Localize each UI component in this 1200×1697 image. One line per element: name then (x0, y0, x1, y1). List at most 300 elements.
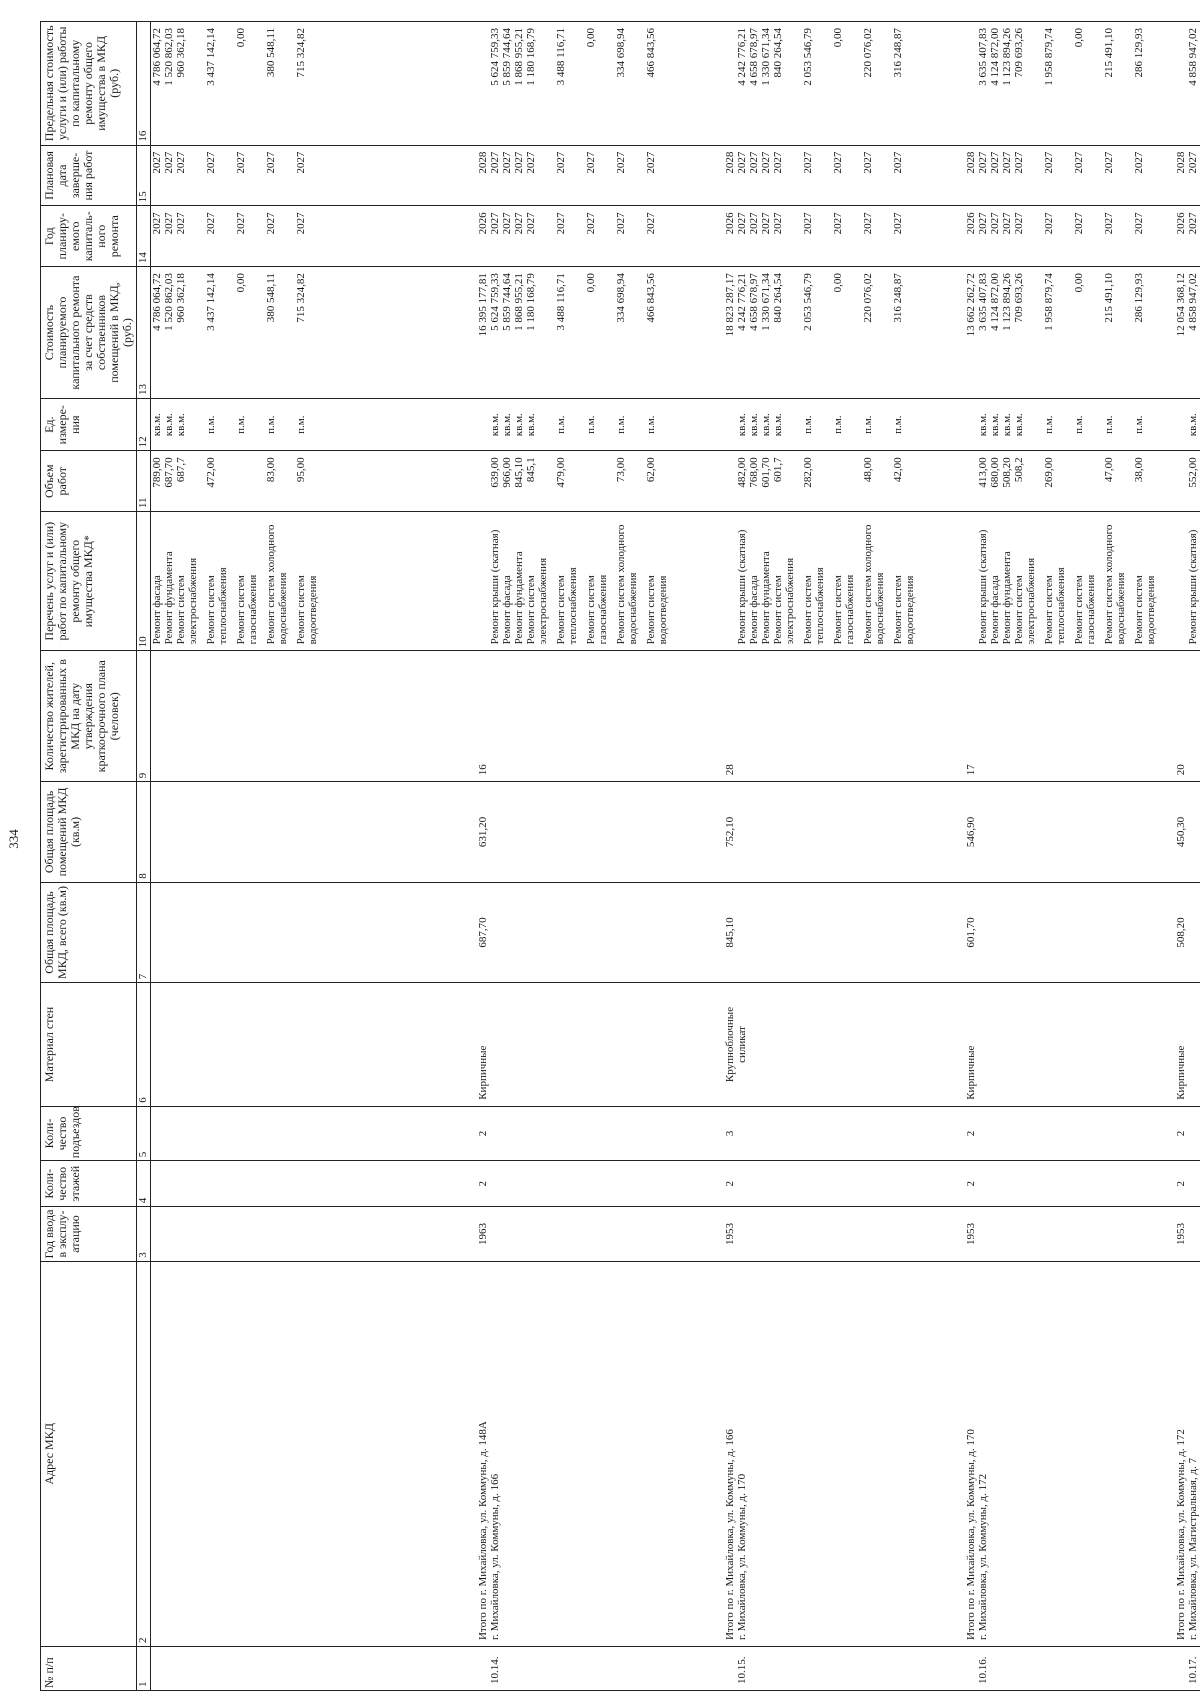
work-cost: 3 437 142,14 (205, 273, 217, 331)
column-number: 1 (137, 1647, 151, 1691)
header-cell: Общая площадь МКД, всего (кв.м) (41, 882, 137, 983)
work-item: Ремонт систем газоснабжения (832, 574, 856, 645)
year-built: 1953 (1175, 1223, 1187, 1245)
wall-material: Кирпичные (477, 1045, 489, 1100)
column-number: 9 (137, 651, 151, 782)
work-unit: п.м. (235, 415, 247, 434)
work-cost: 1 958 879,74 (1043, 273, 1055, 331)
work-limit: 286 129,93 (1133, 28, 1145, 78)
work-unit: кв.м. (736, 413, 748, 437)
work-limit: 1 958 879,74 (1043, 28, 1055, 86)
total-date: 2028 (724, 151, 736, 174)
work-date: 2027 (736, 151, 748, 174)
work-unit: п.м. (862, 415, 874, 434)
work-date: 2027 (175, 151, 187, 174)
work-limit: 0,00 (235, 28, 247, 48)
total-cost: 13 662 262,72 (965, 273, 977, 337)
work-volume: 639,00 (489, 457, 501, 488)
work-limit: 316 248,87 (892, 28, 904, 78)
work-limit: 215 491,10 (1103, 28, 1115, 78)
total-date: 2028 (1175, 151, 1187, 174)
work-unit: п.м. (295, 415, 307, 434)
area-total: 687,70 (477, 917, 489, 948)
header-cell: Плановая дата заверше-ния работ (41, 145, 137, 206)
work-item: Ремонт систем газоснабжения (585, 574, 609, 645)
work-item: Ремонт систем электроснабжения (175, 557, 199, 645)
work-date: 2027 (205, 151, 217, 174)
work-limit: 3 635 407,83 (977, 28, 989, 86)
work-date: 2027 (802, 151, 814, 174)
work-unit: кв.м. (760, 413, 772, 437)
work-limit: 4 124 872,00 (989, 28, 1001, 86)
work-year: 2027 (832, 212, 844, 235)
work-date: 2027 (525, 151, 537, 174)
work-item: Ремонт систем холодного водоснабжения (615, 524, 639, 645)
work-year: 2027 (525, 212, 537, 235)
work-unit: кв.м. (163, 413, 175, 437)
work-item: Ремонт систем теплоснабжения (205, 567, 229, 645)
work-limit: 220 076,02 (862, 28, 874, 78)
work-volume: 479,00 (555, 457, 567, 488)
work-cost: 1 123 894,26 (1001, 273, 1013, 331)
header-cell: Предельная стоимость услуги и (или) работы по капитальному ремонту общего имущества в МКД (руб.) (41, 22, 137, 146)
work-year: 2027 (163, 212, 175, 235)
work-cost: 4 786 064,72 (151, 273, 163, 331)
work-limit: 3 437 142,14 (205, 28, 217, 86)
total-cost: 12 054 368,12 (1175, 273, 1187, 337)
work-cost: 0,00 (235, 273, 247, 293)
work-limit: 4 658 678,97 (748, 28, 760, 86)
work-unit: п.м. (1043, 415, 1055, 434)
work-cost: 316 248,87 (892, 273, 904, 323)
row-number: 10.17. (1187, 1656, 1199, 1684)
work-item: Ремонт крыши (скатная) (489, 529, 501, 645)
work-date: 2027 (489, 151, 501, 174)
year-column (151, 209, 1200, 263)
work-cost: 0,00 (585, 273, 597, 293)
work-item: Ремонт фасада (151, 575, 163, 645)
work-date: 2027 (555, 151, 567, 174)
work-item: Ремонт фасада (748, 575, 760, 645)
floors: 2 (965, 1181, 977, 1187)
work-year: 2027 (760, 212, 772, 235)
work-cost: 220 076,02 (862, 273, 874, 323)
work-year: 2027 (489, 212, 501, 235)
work-year: 2027 (555, 212, 567, 235)
work-year: 2027 (892, 212, 904, 235)
entrances: 2 (1175, 1130, 1187, 1137)
column-number: 10 (137, 512, 151, 651)
work-year: 2027 (1013, 212, 1025, 235)
work-cost: 1 868 955,21 (513, 273, 525, 331)
work-volume: 413,00 (977, 457, 989, 488)
work-unit: п.м. (892, 415, 904, 434)
work-date: 2027 (1013, 151, 1025, 174)
floors: 2 (724, 1181, 736, 1187)
residents-count: 28 (724, 764, 736, 776)
work-limit: 3 488 116,71 (555, 28, 567, 86)
work-volume: 472,00 (205, 457, 217, 488)
total-label: Итого по г. Михайловка, ул. Коммуны, д. 170 (965, 1429, 977, 1641)
work-unit: п.м. (205, 415, 217, 434)
unit-column (151, 402, 1200, 447)
header-cell: Ед. измере-ния (41, 399, 137, 451)
work-unit: п.м. (265, 415, 277, 434)
works-column (151, 515, 1200, 647)
work-volume: 552,00 (1187, 457, 1199, 488)
floors: 2 (1175, 1181, 1187, 1187)
column-number-row (137, 22, 151, 1691)
work-year: 2027 (862, 212, 874, 235)
work-item: Ремонт систем теплоснабжения (802, 567, 826, 645)
header-cell: Количество жителей, зарегистрированных в МКД на дату утверждения краткосрочного плана (человек) (41, 651, 137, 782)
work-date: 2027 (615, 151, 627, 174)
work-date: 2027 (163, 151, 175, 174)
work-volume: 601,70 (760, 457, 772, 488)
column-number: 5 (137, 1106, 151, 1160)
column-number: 15 (137, 145, 151, 206)
area-total: 845,10 (724, 917, 736, 948)
work-date: 2027 (760, 151, 772, 174)
work-date: 2027 (1073, 151, 1085, 174)
work-cost: 3 635 407,83 (977, 273, 989, 331)
work-limit: 1 123 894,26 (1001, 28, 1013, 86)
area-rooms: 450,30 (1175, 816, 1187, 848)
column-number: 4 (137, 1161, 151, 1207)
work-item: Ремонт систем электроснабжения (525, 557, 549, 645)
work-cost: 960 362,18 (175, 273, 187, 323)
work-limit: 1 180 168,79 (525, 28, 537, 86)
work-volume: 845,10 (513, 457, 525, 488)
row-number: 10.15. (736, 1656, 748, 1684)
header-cell: Коли-чество этажей (41, 1161, 137, 1207)
work-year: 2027 (748, 212, 760, 235)
column-number: 11 (137, 451, 151, 512)
work-year: 2027 (1103, 212, 1115, 235)
work-date: 2027 (585, 151, 597, 174)
work-limit: 1 868 955,21 (513, 28, 525, 86)
work-unit: п.м. (1133, 415, 1145, 434)
work-item: Ремонт крыши (скатная) (977, 529, 989, 645)
column-number: 12 (137, 399, 151, 451)
row-number: 10.16. (977, 1656, 989, 1684)
work-volume: 269,00 (1043, 457, 1055, 488)
work-item: Ремонт систем холодного водоснабжения (265, 524, 289, 645)
total-year: 2026 (724, 212, 736, 235)
work-unit: кв.м. (501, 413, 513, 437)
residents-count: 20 (1175, 764, 1187, 776)
work-unit: кв.м. (748, 413, 760, 437)
work-volume: 48,00 (862, 457, 874, 483)
work-cost: 2 053 546,79 (802, 273, 814, 331)
column-number: 6 (137, 983, 151, 1107)
date-column (151, 149, 1200, 203)
work-cost: 0,00 (1073, 273, 1085, 293)
work-volume: 508,20 (1001, 457, 1013, 488)
work-volume: 768,00 (748, 457, 760, 488)
address: г. Михайловка, ул. Коммуны, д. 166 (489, 1473, 501, 1641)
work-year: 2027 (615, 212, 627, 235)
work-date: 2027 (1043, 151, 1055, 174)
work-date: 2027 (862, 151, 874, 174)
work-limit: 5 859 744,64 (501, 28, 513, 86)
work-date: 2027 (772, 151, 784, 174)
work-item: Ремонт систем водоотведения (1133, 575, 1157, 645)
work-volume: 845,1 (525, 457, 537, 483)
work-date: 2027 (1133, 151, 1145, 174)
work-item: Ремонт фундамента (760, 551, 772, 645)
work-cost: 0,00 (832, 273, 844, 293)
work-date: 2027 (1103, 151, 1115, 174)
work-date: 2027 (501, 151, 513, 174)
work-cost: 4 858 947,02 (1187, 273, 1199, 331)
work-year: 2027 (977, 212, 989, 235)
area-total: 601,70 (965, 917, 977, 948)
floors: 2 (477, 1181, 489, 1187)
work-date: 2027 (151, 151, 163, 174)
column-number: 13 (137, 267, 151, 399)
header-cell: Перечень услуг и (или) работ по капитальному ремонту общего имущества МКД* (41, 512, 137, 651)
work-volume: 601,7 (772, 457, 784, 483)
work-limit: 5 624 759,33 (489, 28, 501, 86)
address: г. Михайловка, ул. Коммуны, д. 170 (736, 1473, 748, 1641)
work-cost: 380 548,11 (265, 273, 277, 323)
work-cost: 334 698,94 (615, 273, 627, 323)
work-volume: 680,00 (989, 457, 1001, 488)
work-limit: 1 520 862,03 (163, 28, 175, 86)
work-year: 2027 (265, 212, 277, 235)
column-number: 16 (137, 22, 151, 146)
work-limit: 709 693,26 (1013, 28, 1025, 78)
work-volume: 789,00 (151, 457, 163, 488)
work-item: Ремонт фундамента (1001, 551, 1013, 645)
work-limit: 466 843,56 (645, 28, 657, 78)
row-number: 10.14. (489, 1656, 501, 1684)
work-year: 2027 (235, 212, 247, 235)
work-limit: 4 786 064,72 (151, 28, 163, 86)
work-item: Ремонт крыши (скатная) (1187, 529, 1199, 645)
work-unit: п.м. (1103, 415, 1115, 434)
work-year: 2027 (1187, 212, 1199, 235)
work-year: 2027 (585, 212, 597, 235)
work-unit: кв.м. (513, 413, 525, 437)
work-date: 2027 (748, 151, 760, 174)
header-cell: Год планиру-емого капиталь-ного ремонта (41, 206, 137, 267)
work-date: 2027 (1001, 151, 1013, 174)
work-item: Ремонт систем водоотведения (892, 575, 916, 645)
work-year: 2027 (501, 212, 513, 235)
work-item: Ремонт фасада (501, 575, 513, 645)
header-cell: Общая площадь помещений МКД (кв.м) (41, 782, 137, 883)
total-cost: 16 395 177,81 (477, 273, 489, 337)
area-rooms: 752,10 (724, 816, 736, 848)
work-year: 2027 (1043, 212, 1055, 235)
work-date: 2027 (645, 151, 657, 174)
area-rooms: 546,90 (965, 816, 977, 848)
header-cell: № п/п (41, 1647, 137, 1691)
work-limit: 960 362,18 (175, 28, 187, 78)
page-number: 334 (6, 829, 21, 849)
work-volume: 42,00 (892, 457, 904, 483)
address: г. Михайловка, ул. Магистральная, д. 7 (1187, 1457, 1199, 1641)
work-date: 2027 (235, 151, 247, 174)
residents-count: 17 (965, 764, 977, 776)
work-item: Ремонт систем холодного водоснабжения (862, 524, 886, 645)
header-cell: Материал стен (41, 983, 137, 1107)
work-limit: 4 242 776,21 (736, 28, 748, 86)
work-year: 2027 (151, 212, 163, 235)
work-year: 2027 (1133, 212, 1145, 235)
cost-column (151, 270, 1200, 395)
residents-count: 16 (477, 764, 489, 776)
work-date: 2027 (513, 151, 525, 174)
work-year: 2027 (1001, 212, 1013, 235)
work-unit: кв.м. (1187, 413, 1199, 437)
limit-column (151, 25, 1200, 142)
work-item: Ремонт систем электроснабжения (772, 557, 796, 645)
work-item: Ремонт систем теплоснабжения (1043, 567, 1067, 645)
work-limit: 1 330 671,34 (760, 28, 772, 86)
work-limit: 380 548,11 (265, 28, 277, 78)
year-built: 1963 (477, 1223, 489, 1245)
total-cost: 18 823 287,17 (724, 273, 736, 337)
work-volume: 687,7 (175, 457, 187, 483)
work-date: 2027 (295, 151, 307, 174)
header-cell: Адрес МКД (41, 1261, 137, 1646)
header-cell: Год ввода в эксплу-атацию (41, 1207, 137, 1261)
work-unit: кв.м. (977, 413, 989, 437)
work-volume: 73,00 (615, 457, 627, 483)
entrances: 2 (477, 1130, 489, 1137)
work-cost: 709 693,26 (1013, 273, 1025, 323)
work-unit: кв.м. (525, 413, 537, 437)
total-label: Итого по г. Михайловка, ул. Коммуны, д. 148А (477, 1421, 489, 1641)
work-cost: 840 264,54 (772, 273, 784, 323)
work-item: Ремонт систем холодного водоснабжения (1103, 524, 1127, 645)
work-cost: 1 520 862,03 (163, 273, 175, 331)
work-date: 2027 (989, 151, 1001, 174)
work-date: 2027 (265, 151, 277, 174)
total-date: 2028 (965, 151, 977, 174)
column-number: 14 (137, 206, 151, 267)
wall-material: Кирпичные (1175, 1045, 1187, 1100)
work-unit: кв.м. (175, 413, 187, 437)
work-cost: 5 624 759,33 (489, 273, 501, 331)
work-unit: кв.м. (989, 413, 1001, 437)
total-year: 2026 (1175, 212, 1187, 235)
entrances: 3 (724, 1130, 736, 1137)
work-year: 2027 (1073, 212, 1085, 235)
work-year: 2027 (645, 212, 657, 235)
work-volume: 482,00 (736, 457, 748, 488)
work-cost: 715 324,82 (295, 273, 307, 323)
column-number: 3 (137, 1207, 151, 1261)
wall-material: Крупноблочные силикат (724, 1006, 748, 1083)
work-unit: кв.м. (772, 413, 784, 437)
work-cost: 4 658 678,97 (748, 273, 760, 331)
work-unit: п.м. (585, 415, 597, 434)
volume-column (151, 454, 1200, 508)
work-item: Ремонт фундамента (163, 551, 175, 645)
work-cost: 1 330 671,34 (760, 273, 772, 331)
work-unit: кв.м. (489, 413, 501, 437)
header-row (41, 22, 137, 1691)
entrances: 2 (965, 1130, 977, 1137)
work-item: Ремонт фундамента (513, 551, 525, 645)
total-label: Итого по г. Михайловка, ул. Коммуны, д. 166 (724, 1429, 736, 1641)
work-item: Ремонт крыши (скатная) (736, 529, 748, 645)
work-cost: 215 491,10 (1103, 273, 1115, 323)
work-date: 2027 (977, 151, 989, 174)
work-volume: 966,00 (501, 457, 513, 488)
work-year: 2027 (989, 212, 1001, 235)
work-year: 2027 (175, 212, 187, 235)
work-unit: п.м. (1073, 415, 1085, 434)
work-limit: 334 698,94 (615, 28, 627, 78)
work-item: Ремонт фасада (989, 575, 1001, 645)
work-unit: п.м. (615, 415, 627, 434)
work-unit: кв.м. (151, 413, 163, 437)
work-cost: 4 242 776,21 (736, 273, 748, 331)
work-limit: 0,00 (585, 28, 597, 48)
work-item: Ремонт систем электроснабжения (1013, 557, 1037, 645)
work-limit: 840 264,54 (772, 28, 784, 78)
work-year: 2027 (802, 212, 814, 235)
work-cost: 286 129,93 (1133, 273, 1145, 323)
work-unit: п.м. (802, 415, 814, 434)
work-year: 2027 (772, 212, 784, 235)
work-limit: 715 324,82 (295, 28, 307, 78)
work-cost: 5 859 744,64 (501, 273, 513, 331)
work-cost: 466 843,56 (645, 273, 657, 323)
work-volume: 508,2 (1013, 457, 1025, 483)
column-number: 2 (137, 1261, 151, 1646)
work-limit: 0,00 (1073, 28, 1085, 48)
area-total: 508,20 (1175, 917, 1187, 948)
work-limit: 4 858 947,02 (1187, 28, 1199, 86)
work-volume: 47,00 (1103, 457, 1115, 483)
work-volume: 282,00 (802, 457, 814, 488)
year-built: 1953 (724, 1223, 736, 1245)
year-built: 1953 (965, 1223, 977, 1245)
column-number: 7 (137, 882, 151, 983)
work-item: Ремонт систем водоотведения (295, 575, 319, 645)
work-limit: 2 053 546,79 (802, 28, 814, 86)
work-year: 2027 (736, 212, 748, 235)
work-item: Ремонт систем теплоснабжения (555, 567, 579, 645)
total-label: Итого по г. Михайловка, ул. Коммуны, д. 172 (1175, 1429, 1187, 1641)
work-item: Ремонт систем газоснабжения (235, 574, 259, 645)
work-item: Ремонт систем газоснабжения (1073, 574, 1097, 645)
work-year: 2027 (513, 212, 525, 235)
work-volume: 83,00 (265, 457, 277, 483)
column-number: 8 (137, 782, 151, 883)
work-item: Ремонт систем водоотведения (645, 575, 669, 645)
work-cost: 3 488 116,71 (555, 273, 567, 331)
work-unit: кв.м. (1013, 413, 1025, 437)
work-volume: 95,00 (295, 457, 307, 483)
wall-material: Кирпичные (965, 1045, 977, 1100)
work-cost: 1 180 168,79 (525, 273, 537, 331)
work-cost: 4 124 872,00 (989, 273, 1001, 331)
work-volume: 62,00 (645, 457, 657, 483)
work-date: 2027 (892, 151, 904, 174)
address: г. Михайловка, ул. Коммуны, д. 172 (977, 1473, 989, 1641)
header-cell: Стоимость планируемого капитального ремонта за счет средств собственников помещений в МКД, (руб.) (41, 267, 137, 399)
work-unit: п.м. (832, 415, 844, 434)
total-year: 2026 (965, 212, 977, 235)
total-date: 2028 (477, 151, 489, 174)
